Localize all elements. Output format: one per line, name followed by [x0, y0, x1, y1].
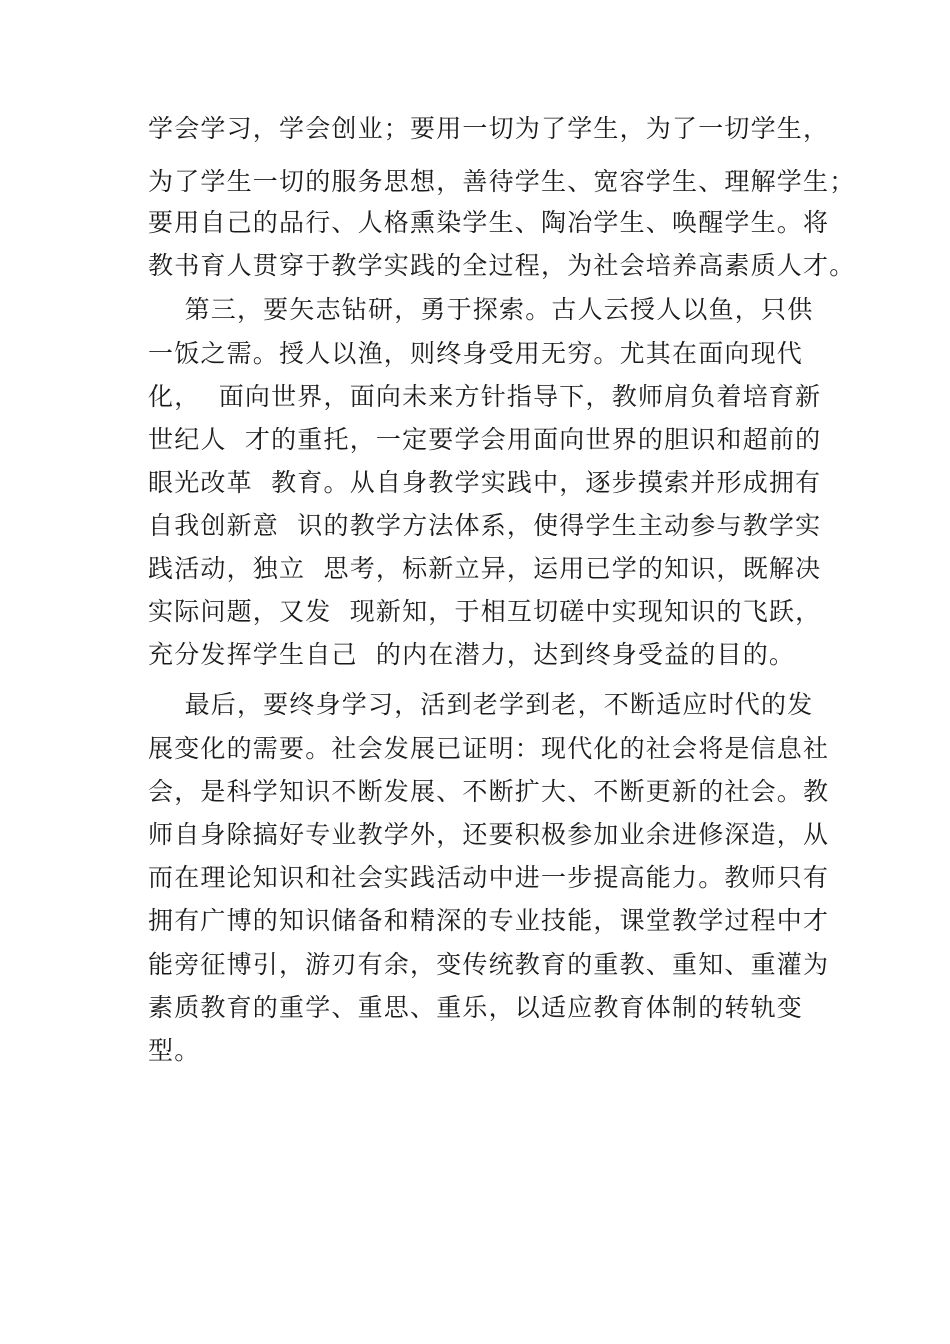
paragraph-start-line: 最后，要终身学习，活到老学到老，不断适应时代的发 [148, 690, 814, 719]
text-line: 教书育人贯穿于教学实践的全过程，为社会培养高素质人才。 [148, 251, 856, 280]
text-line: 会，是科学知识不断发展、不断扩大、不断更新的社会。教 [148, 777, 830, 806]
text-line: 眼光改革 教育。从自身教学实践中，逐步摸索并形成拥有 [148, 468, 822, 497]
text-line: 能旁征博引，游刃有余，变传统教育的重教、重知、重灌为 [148, 950, 830, 979]
text-line: 师自身除搞好专业教学外，还要积极参加业余进修深造，从 [148, 820, 830, 849]
text-line: 而在理论知识和社会实践活动中进一步提高能力。教师只有 [148, 863, 830, 892]
text-line: 型。 [148, 1036, 201, 1065]
text-line: 自我创新意 识的教学方法体系，使得学生主动参与教学实 [148, 511, 822, 540]
text-line: 世纪人 才的重托，一定要学会用面向世界的胆识和超前的 [148, 425, 822, 454]
text-line: 素质教育的重学、重思、重乐，以适应教育体制的转轨变 [148, 993, 804, 1022]
text-line: 要用自己的品行、人格熏染学生、陶冶学生、唤醒学生。将 [148, 208, 830, 237]
text-line: 一饭之需。授人以渔，则终身受用无穷。尤其在面向现代 [148, 339, 804, 368]
text-line: 化， 面向世界，面向未来方针指导下，教师肩负着培育新 [148, 382, 822, 411]
text-line: 实际问题，又发 现新知，于相互切磋中实现知识的飞跃， [148, 597, 822, 626]
text-line: 展变化的需要。社会发展已证明：现代化的社会将是信息社 [148, 734, 830, 763]
text-line: 为了学生一切的服务思想，善待学生、宽容学生、理解学生； [148, 167, 856, 196]
text-line: 学会学习，学会创业；要用一切为了学生，为了一切学生， [148, 114, 830, 143]
text-line: 充分发挥学生自己 的内在潜力，达到终身受益的目的。 [148, 640, 796, 669]
text-line: 践活动，独立 思考，标新立异，运用已学的知识，既解决 [148, 554, 822, 583]
text-line: 拥有广博的知识储备和精深的专业技能，课堂教学过程中才 [148, 906, 830, 935]
paragraph-start-line: 第三，要矢志钻研，勇于探索。古人云授人以鱼，只供 [148, 295, 814, 324]
